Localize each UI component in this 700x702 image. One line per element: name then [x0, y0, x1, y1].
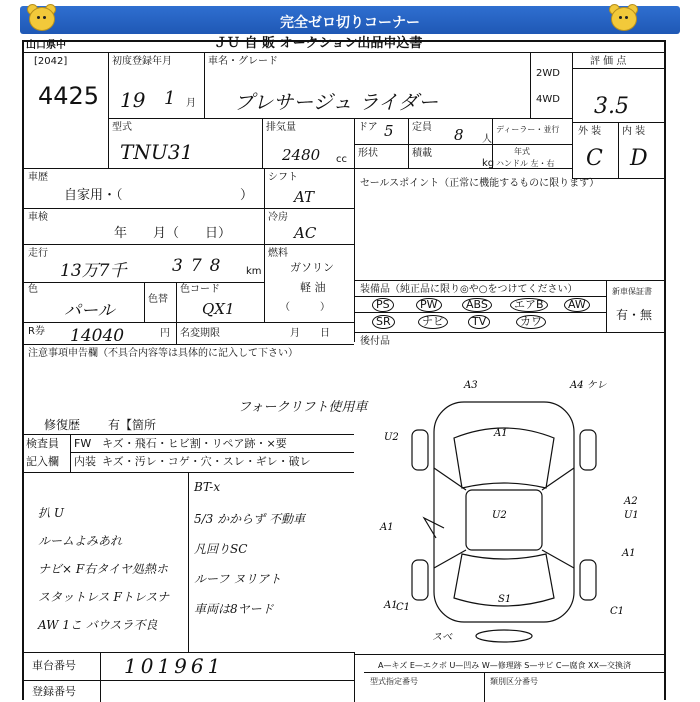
- first-reg-label: 初度登録年月: [112, 56, 172, 67]
- notes-handwritten: フォークリフト使用車: [238, 400, 368, 415]
- reg-number-label: 登録番号: [32, 685, 76, 698]
- model-year-label: 年式: [514, 147, 530, 156]
- handwritten-line: 5/3 かからず 不動車: [194, 512, 305, 526]
- ext-label: 外 装: [578, 126, 602, 137]
- person-unit: 人: [482, 134, 492, 145]
- mileage-man: 13万7千: [60, 261, 127, 281]
- damage-mark: U2: [384, 432, 399, 443]
- sheet-title: ＪＵ 自 販 オークション出品申込書: [214, 36, 423, 51]
- ext-grade: C: [586, 146, 603, 171]
- displacement-label: 排気量: [266, 122, 296, 133]
- name-grade-label: 車名・グレード: [208, 56, 278, 67]
- int-items: キズ・汚レ・コゲ・穴・スレ・ギレ・破レ: [102, 455, 311, 468]
- damage-mark: A3: [464, 380, 478, 391]
- car-number-label: 車台番号: [32, 659, 76, 672]
- warranty-value: 有・無: [616, 308, 653, 322]
- equipment-label: 装備品（純正品に限り◎や○をつけてください）: [360, 284, 578, 295]
- damage-mark: A1: [380, 522, 394, 533]
- warranty-label: 新車保証書: [612, 287, 652, 296]
- handwritten-line: AW 1こ バウスラ不良: [38, 618, 158, 632]
- recycle-label: R券: [28, 326, 45, 337]
- model-label: 型式: [112, 122, 132, 133]
- damage-mark: A1: [622, 548, 636, 559]
- inspection-value: 年 月（ 日）: [114, 226, 232, 241]
- handwritten-line: BT-x: [194, 480, 221, 494]
- color-label: 色: [28, 284, 38, 295]
- history-value: 自家用・（: [64, 188, 123, 203]
- fuel-label: 燃料: [268, 248, 288, 259]
- shape-label: 形状: [358, 148, 378, 159]
- equipment-item: ABS: [462, 298, 492, 312]
- load-label: 積載: [412, 148, 432, 159]
- displacement-value: 2480: [282, 146, 321, 164]
- lot-number: 4425: [38, 82, 100, 110]
- eval-label: 評 価 点: [590, 56, 627, 67]
- dealer-label: ディーラー・並行: [496, 125, 560, 134]
- lot-code: [2042]: [34, 56, 68, 67]
- damage-mark: U1: [624, 510, 639, 521]
- capacity-value: 8: [454, 126, 464, 144]
- fw-label: FW: [74, 437, 92, 450]
- model-value: TNU31: [120, 140, 194, 164]
- designated-label: 型式指定番号: [370, 677, 418, 686]
- banner-title: 完全ゼロ切りコーナー: [280, 15, 420, 31]
- damage-mark: A1: [494, 428, 508, 439]
- int-label: 内 装: [622, 126, 646, 137]
- repair-value: 有【箇所: [108, 418, 157, 432]
- inspector-label: 検査員: [26, 437, 59, 450]
- car-diagram: [374, 378, 654, 648]
- inspection-label: 車検: [28, 212, 48, 223]
- history-label: 車歴: [28, 172, 48, 183]
- door-label: ドア: [358, 122, 378, 133]
- 4wd-label: 4WD: [536, 94, 560, 105]
- yen-unit: 円: [160, 328, 170, 339]
- handle-label: ハンドル 左・右: [496, 159, 555, 168]
- recycle-value: 14040: [70, 326, 125, 346]
- 2wd-label: 2WD: [536, 68, 560, 79]
- auction-sheet: [22, 36, 666, 700]
- history-close: ）: [240, 188, 254, 203]
- equipment-item: PW: [416, 298, 442, 312]
- damage-mark: A4 ケレ: [570, 380, 607, 391]
- damage-mark: C1: [396, 602, 411, 613]
- name-value: プレサージュ ライダー: [234, 90, 439, 114]
- equipment-item: AW: [564, 298, 590, 312]
- category-label: 類別区分番号: [490, 677, 538, 686]
- equipment-item: SR: [372, 315, 395, 329]
- door-value: 5: [384, 122, 394, 140]
- mileage-rest: 378: [172, 256, 229, 276]
- handwritten-line: ルーフ ヌリアト: [194, 572, 282, 586]
- handwritten-line: ルームよみあれ: [38, 534, 123, 548]
- cc-unit: cc: [336, 154, 347, 165]
- diagram-legend: A—キズ E—エクボ U—凹み W—修理跡 S—サビ C—腐食 XX—交換済: [378, 661, 632, 670]
- notes-label: 注意事項申告欄（不具合内容等は具体的に記入して下さい）: [28, 348, 298, 359]
- eval-score: 3.5: [594, 94, 629, 119]
- capacity-label: 定員: [412, 122, 432, 133]
- damage-mark: スベ: [432, 632, 452, 643]
- color-value: パール: [64, 301, 115, 321]
- damage-mark: U2: [492, 510, 507, 521]
- repair-label: 修復歴: [44, 418, 81, 432]
- bear-mascot-icon: [26, 3, 56, 33]
- shift-value: AT: [294, 188, 315, 206]
- color-number-label: 色替: [148, 294, 168, 305]
- entry-label: 記入欄: [26, 455, 59, 468]
- shift-label: シフト: [268, 172, 298, 183]
- month-unit: 月: [186, 98, 196, 109]
- fw-items: キズ・飛石・ヒビ割・リペア跡・×要: [102, 437, 287, 450]
- aftermarket-label: 後付品: [360, 336, 390, 347]
- handwritten-line: 車両は8ヤード: [194, 602, 274, 616]
- damage-mark: C1: [610, 606, 625, 617]
- kg-unit: kg: [482, 158, 495, 169]
- reg-year: 19: [120, 88, 146, 112]
- damage-mark: A2: [624, 496, 638, 507]
- int-grade: D: [630, 146, 648, 171]
- equipment-item: PS: [372, 298, 394, 312]
- color-code-value: QX1: [202, 300, 235, 318]
- equipment-item: カワ: [516, 315, 546, 329]
- aircon-label: 冷房: [268, 212, 288, 223]
- int-label: 内装: [74, 455, 96, 468]
- fuel-gas: ガソリン: [290, 261, 334, 274]
- title-change-label: 名変期限: [180, 328, 220, 339]
- equipment-item: TV: [468, 315, 490, 329]
- aircon-value: AC: [294, 224, 317, 242]
- damage-mark: A1: [384, 600, 398, 611]
- handwritten-line: ナビ× F右タイヤ処熱ホ: [38, 562, 168, 576]
- handwritten-line: スタットレス Fトレスナ: [38, 590, 170, 604]
- car-number-value: 101961: [124, 654, 225, 678]
- km-unit: km: [246, 266, 262, 277]
- reg-month: 1: [164, 88, 176, 109]
- equipment-item: ナビ: [418, 315, 448, 329]
- top-banner: [20, 6, 680, 34]
- fuel-paren: （ ）: [280, 302, 330, 313]
- equipment-item: エアB: [510, 298, 548, 312]
- handwritten-line: 扒 U: [38, 506, 64, 520]
- mileage-label: 走行: [28, 248, 48, 259]
- damage-mark: S1: [498, 594, 512, 605]
- venue-label: 山口県中: [26, 40, 66, 51]
- handwritten-line: 凡回りSC: [194, 542, 248, 556]
- color-code-label: 色コード: [180, 284, 220, 295]
- title-change-value: 月 日: [290, 328, 330, 339]
- selling-points-label: セールスポイント（正常に機能するものに限ります）: [360, 178, 600, 189]
- fuel-diesel: 軽 油: [300, 281, 326, 294]
- bear-mascot-icon: [608, 3, 638, 33]
